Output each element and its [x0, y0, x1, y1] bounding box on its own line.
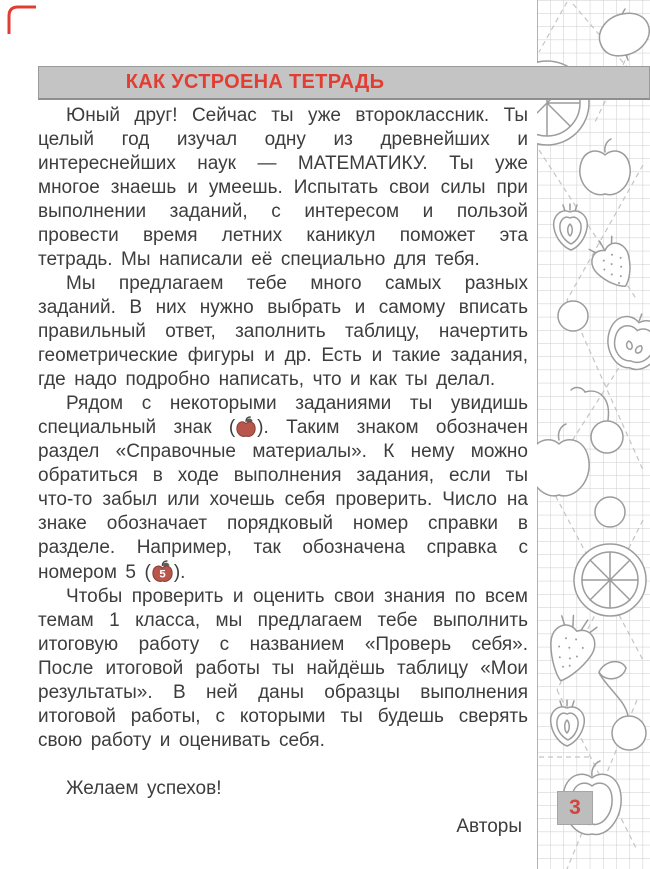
decorative-sidebar	[537, 0, 650, 869]
reference-apple-icon	[236, 416, 256, 438]
badge-number: 5	[159, 568, 166, 581]
section-title: КАК УСТРОЕНА ТЕТРАДЬ	[125, 71, 385, 93]
paragraph-4: Чтобы проверить и оценить свои знания по всем темам 1 класса, мы предлагаем тебе выполнить итоговую работу с названием «Проверь себя». После итоговой работы ты найдёшь таблицу «Мои результаты». В ней даны образцы выполнения итоговой работы, с которыми ты будешь сверять свою работу и оценивать себя.	[38, 586, 528, 751]
page-number-box	[557, 791, 593, 825]
page-number: 3	[569, 796, 581, 819]
paragraph-1: Юный друг! Сейчас ты уже второклассник. Ты целый год изучал одну из древнейших и интереснейших наук — МАТЕМАТИКУ. Ты уже многое знаешь и умеешь. Испытать свои силы при выполнении заданий, с интересом и пользой провести время летних каникул поможет эта тетрадь. Мы написали её специально для тебя.	[38, 105, 528, 270]
reference-apple-badge-icon	[152, 560, 173, 583]
intro-text	[38, 104, 528, 839]
orange-slice-icon	[574, 544, 646, 616]
paragraph-2: Мы предлагаем тебе много самых разных заданий. В них нужно выбрать и самому вписать правильный ответ, заполнить таблицу, начертить геометрические фигуры и др. Есть и такие задания, где надо подробно написать, что и как ты делал.	[38, 273, 528, 390]
page-corner-frame-icon	[6, 4, 36, 34]
cherry-icon	[558, 301, 588, 331]
closing-line: Желаем успехов!	[66, 778, 222, 799]
cherry-icon	[595, 497, 625, 527]
paragraph-3: Рядом с некоторыми заданиями ты увидишь специальный знак ( ). Таким знаком обозначен раздел «Справочные материалы». К нему можно обратиться в ходе выполнения задания, если ты что-то забыл или хочешь себя проверить. Число на знаке обозначает порядковый номер справки в разделе. Например, так обозначена справка с номером 5 ( 5 ).	[38, 393, 528, 583]
section-header-bar	[38, 66, 650, 100]
authors-signature: Авторы	[456, 816, 522, 837]
